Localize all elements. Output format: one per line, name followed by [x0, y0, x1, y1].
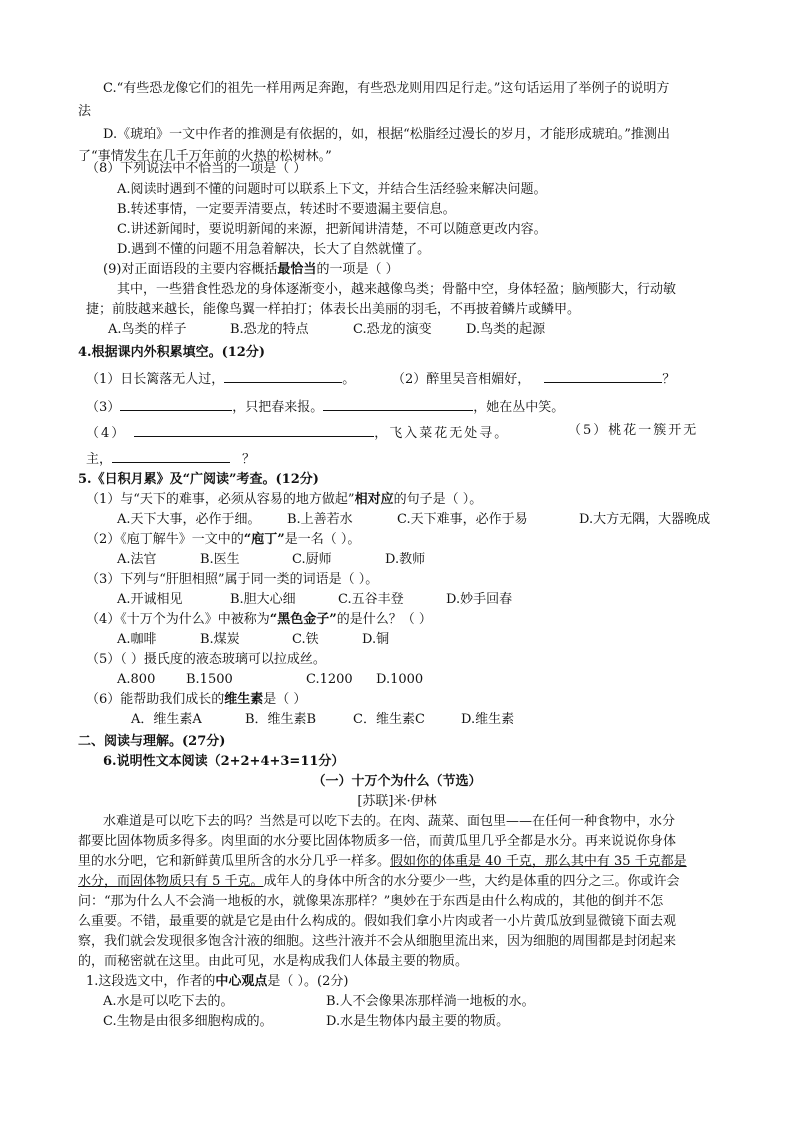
s5-q6-option-d: D.维生素	[461, 712, 515, 727]
s5-q4-option-d: D.铜	[362, 632, 390, 647]
s5-q6-stem-text: （6）能帮助我们成长的	[86, 692, 225, 707]
s4-fill-5-blank[interactable]	[112, 448, 230, 463]
reading-q1-option-d: D.水是生物体内最主要的物质。	[326, 1014, 510, 1029]
s5-q2-option-a: A.法官	[117, 552, 157, 567]
article-underlined-sentence-2: 水分，而固体物质只有 5 千克。	[78, 874, 264, 889]
s5-q6-stem-end: 是（ ）	[263, 692, 307, 707]
q8-option-c: C.讲述新闻时，要说明新闻的来源，把新闻讲清楚，不可以随意更改内容。	[117, 222, 547, 237]
q9-option-c: C.恐龙的演变	[353, 322, 432, 337]
q8-stem: （8）下列说法中不恰当的一项是（ ）	[86, 161, 307, 176]
q7-option-c-line1: C.“有些恐龙像它们的祖先一样用两足奔跑，有些恐龙则用四足行走。”这句话运用了举例子的说明方	[103, 81, 670, 96]
s4-fill-4-blank[interactable]	[134, 422, 374, 437]
s5-q1-option-d: D.大方无隅，大器晚成	[579, 512, 711, 527]
s5-q5-option-a: A.800	[117, 672, 156, 687]
s5-q5-option-b: B.1500	[186, 672, 233, 687]
part-2-title: 二、阅读与理解。(27分)	[78, 734, 226, 749]
s4-fill-5: （5）桃花一簇开无	[568, 423, 699, 438]
section-5-title: 5.《日积月累》及“广阅读”考查。(12分)	[78, 472, 319, 487]
s5-q6-option-c: C．维生素C	[353, 712, 425, 727]
s5-q6-stem	[86, 691, 306, 709]
q8-option-a: A.阅读时遇到不懂的问题时可以联系上下文，并结合生活经验来解决问题。	[117, 182, 547, 197]
article-line-3	[78, 853, 687, 871]
article-line-4	[78, 873, 680, 891]
article-line-2: 都要比固体物质多得多。肉里面的水分要比固体物质多一倍，而黄瓜里几乎全都是水分。再来说说你身体	[78, 834, 677, 849]
s4-fill-1	[86, 368, 355, 389]
s5-q4-stem-text: （4）《十万个为什么》中被称为	[86, 612, 270, 627]
s5-q4-option-c: C.铁	[292, 632, 319, 647]
s4-fill-5-cont	[86, 448, 255, 469]
q9-stem-text-end: 的一项是（ ）	[316, 262, 399, 277]
reading-q1-emphasis: 中心观点	[215, 974, 268, 989]
s5-q2-emphasis: “庖丁”	[243, 532, 285, 547]
s5-q1-option-c: C.天下难事，必作于易	[397, 512, 528, 527]
article-line-8: 的，而秘密就在这里。由此可见，水是构成我们人体最主要的物质。	[78, 954, 469, 969]
reading-q1-stem	[86, 973, 348, 991]
article-line-7: 察，我们就会发现很多饱含汁液的细胞。这些汁液并不会从细胞里流出来，因为细胞的周围都是封闭起来	[78, 934, 677, 949]
s4-fill-3-text: （3）	[86, 400, 121, 415]
reading-q1-option-c: C.生物是由很多细胞构成的。	[103, 1014, 273, 1029]
s5-q2-stem	[86, 531, 360, 549]
s4-fill-3-blank-1[interactable]	[120, 396, 232, 411]
s5-q2-option-c: C.厨师	[292, 552, 332, 567]
q8-option-d: D.遇到不懂的问题不用急着解决，长大了自然就懂了。	[117, 242, 431, 257]
s5-q1-option-a: A.天下大事，必作于细。	[117, 512, 261, 527]
s5-q5-stem: （5）（ ）摄氏度的液态玻璃可以拉成丝。	[86, 652, 326, 667]
s5-q2-option-b: B.医生	[200, 552, 240, 567]
article-underlined-sentence-1: 假如你的体重是 40 千克，那么其中有 35 千克都是	[390, 854, 687, 869]
article-line-1: 水难道是可以吃下去的吗？当然是可以吃下去的。在肉、蔬菜、面包里——在任何一种食物中，水分	[103, 814, 676, 829]
s4-fill-4-text: （4）	[86, 426, 127, 441]
s4-fill-4-mid: ，飞入菜花无处寻。	[374, 426, 510, 441]
q9-stem-text: (9)对正面语段的主要内容概括	[103, 262, 278, 277]
article-title: （一）十万个为什么（节选）	[312, 774, 482, 789]
q9-stem-emphasis: 最恰当	[277, 262, 317, 277]
article-line-3-text: 里的水分吧，它和新鲜黄瓜里所含的水分几乎一样多。	[78, 854, 391, 869]
s4-fill-5-end: ？	[242, 452, 256, 467]
reading-q1-stem-end: 是（ ）。(2分)	[267, 974, 349, 989]
s5-q3-stem: （3）下列与“肝胆相照”属于同一类的词语是（ ）。	[86, 572, 379, 587]
s5-q4-option-a: A.咖啡	[117, 632, 157, 647]
s5-q4-option-b: B.煤炭	[200, 632, 240, 647]
s5-q1-stem	[86, 491, 482, 509]
s5-q1-stem-text: （1）与“天下的难事，必须从容易的地方做起”	[86, 492, 355, 507]
s5-q6-emphasis: 维生素	[224, 692, 264, 707]
article-line-6: 么重要。不错，最重要的就是它是由什么构成的。假如我们拿小片肉或者一小片黄瓜放到显微镜下面去观	[78, 914, 677, 929]
s4-fill-1-end: 。	[342, 372, 356, 387]
s5-q5-option-d: D.1000	[376, 672, 424, 687]
reading-q1-option-b: B.人不会像果冻那样淌一地板的水。	[326, 994, 535, 1009]
s4-fill-2	[392, 368, 675, 389]
s5-q3-option-a: A.开诚相见	[117, 592, 183, 607]
q9-passage-line1: 其中，一些猎食性恐龙的身体逐渐变小，越来越像鸟类；骨骼中空，身体轻盈；脑颅膨大，行动敏	[117, 282, 677, 297]
s5-q4-stem-end: 的是什么？（ ）	[336, 612, 432, 627]
s5-q6-option-a: A．维生素A	[131, 712, 202, 727]
q6-section-title: 6.说明性文本阅读（2+2+4+3=11分）	[103, 754, 345, 769]
s4-fill-1-blank[interactable]	[224, 368, 342, 383]
s4-fill-2-blank[interactable]	[544, 368, 662, 383]
q9-option-b: B.恐龙的特点	[230, 322, 309, 337]
s5-q2-option-d: D.教师	[385, 552, 426, 567]
section-4-title: 4.根据课内外积累填空。(12分)	[78, 345, 265, 360]
s5-q6-option-b: B．维生素B	[245, 712, 317, 727]
q9-stem	[103, 261, 399, 279]
q9-passage-line2: 捷；前肢越来越长，能像鸟翼一样拍打；体表长出美丽的羽毛，不再披着鳞片或鳞甲。	[86, 302, 581, 317]
s5-q1-option-b: B.上善若水	[287, 512, 353, 527]
s4-fill-3	[86, 396, 564, 417]
s5-q1-emphasis: 相对应	[354, 492, 394, 507]
q9-option-d: D.鸟类的起源	[466, 322, 546, 337]
s5-q3-option-d: D.妙手回春	[446, 592, 513, 607]
q7-option-d-line2: 了“事情发生在几千万年前的火热的松树林。”	[78, 149, 332, 164]
s4-fill-4	[86, 422, 509, 443]
reading-q1-option-a: A.水是可以吃下去的。	[103, 994, 234, 1009]
s4-fill-3-mid: ，只把春来报。	[232, 400, 324, 415]
s5-q4-stem	[86, 611, 432, 629]
s4-fill-5-cont-text: 主，	[86, 452, 113, 467]
q7-option-c-line2: 法	[78, 104, 92, 119]
s4-fill-1-text: （1）日长篱落无人过，	[86, 372, 225, 387]
s4-fill-3-end: ，她在丛中笑。	[473, 400, 565, 415]
s5-q3-option-c: C.五谷丰登	[338, 592, 404, 607]
article-line-4-text: 成年人的身体中所含的水分要少一些，大约是体重的四分之三。你或许会	[263, 874, 680, 889]
s4-fill-2-end: ？	[662, 372, 676, 387]
q9-option-a: A.鸟类的样子	[108, 322, 187, 337]
reading-q1-stem-text: 1.这段选文中，作者的	[86, 974, 216, 989]
s4-fill-2-text: （2）醉里吴音相媚好，	[392, 372, 531, 387]
s5-q5-option-c: C.1200	[306, 672, 353, 687]
s5-q4-emphasis: “黑色金子”	[269, 612, 337, 627]
article-line-5: 问：“那为什么人不会淌一地板的水，就像果冻那样？”奥妙在于东西是由什么构成的，其他的倒并不怎	[78, 894, 664, 909]
article-author: [苏联]米·伊林	[357, 794, 437, 809]
s5-q2-stem-end: 是一名（ ）。	[284, 532, 361, 547]
q7-option-d-line1: D.《琥珀》一文中作者的推测是有依据的，如，根据“松脂经过漫长的岁月，才能形成琥珀。”推测出	[103, 127, 670, 142]
s5-q2-stem-text: （2）《庖丁解牛》一文中的	[86, 532, 244, 547]
s5-q1-stem-end: 的句子是（ ）。	[393, 492, 483, 507]
q8-option-b: B.转述事情，一定要弄清要点，转述时不要遗漏主要信息。	[117, 202, 456, 217]
s5-q3-option-b: B.胆大心细	[230, 592, 296, 607]
s4-fill-3-blank-2[interactable]	[323, 396, 473, 411]
